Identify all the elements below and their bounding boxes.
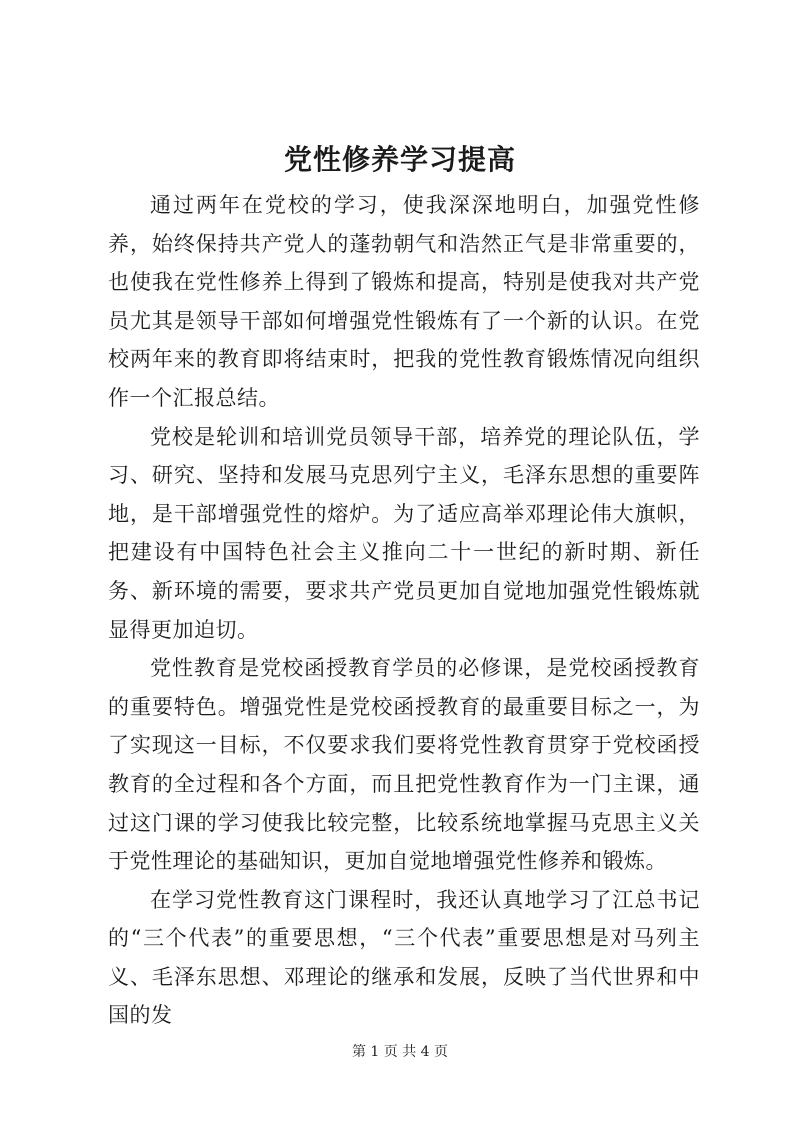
- page-footer: [0, 1042, 800, 1062]
- paragraph-1: 通过两年在党校的学习，使我深深地明白，加强党性修养，始终保持共产党人的蓬勃朝气和浩然正气是非常重要的，也使我在党性修养上得到了锻炼和提高，特别是使我对共产党员尤其是领导干部如何增强党性锻炼有了一个新的认识。在党校两年来的教育即将结束时，把我的党性教育锻炼情况向组织作一个汇报总结。: [108, 193, 700, 410]
- page-number-label: 第 1 页 共 4 页: [351, 1044, 449, 1060]
- paragraph-3: 党性教育是党校函授教育学员的必修课，是党校函授教育的重要特色。增强党性是党校函授教育的最重要目标之一，为了实现这一目标，不仅要求我们要将党性教育贯穿于党校函授教育的全过程和各个方面，而且把党性教育作为一门主课，通过这门课的学习使我比较完整，比较系统地掌握马克思主义关于党性理论的基础知识，更加自觉地增强党性修养和锻炼。: [108, 656, 700, 874]
- document-body: [108, 186, 700, 1035]
- paragraph-4: 在学习党性教育这门课程时，我还认真地学习了江总书记的“三个代表”的重要思想，“三个代表”重要思想是对马列主义、毛泽东思想、邓理论的继承和发展，反映了当代世界和中国的发: [108, 887, 700, 1028]
- document-title: 党性修养学习提高: [283, 143, 516, 176]
- paragraph-2: 党校是轮训和培训党员领导干部，培养党的理论队伍，学习、研究、坚持和发展马克思列宁主义，毛泽东思想的重要阵地，是干部增强党性的熔炉。为了适应高举邓理论伟大旗帜，把建设有中国特色社会主义推向二十一世纪的新时期、新任务、新环境的需要，要求共产党员更加自觉地加强党性锻炼就显得更加迫切。: [108, 424, 700, 642]
